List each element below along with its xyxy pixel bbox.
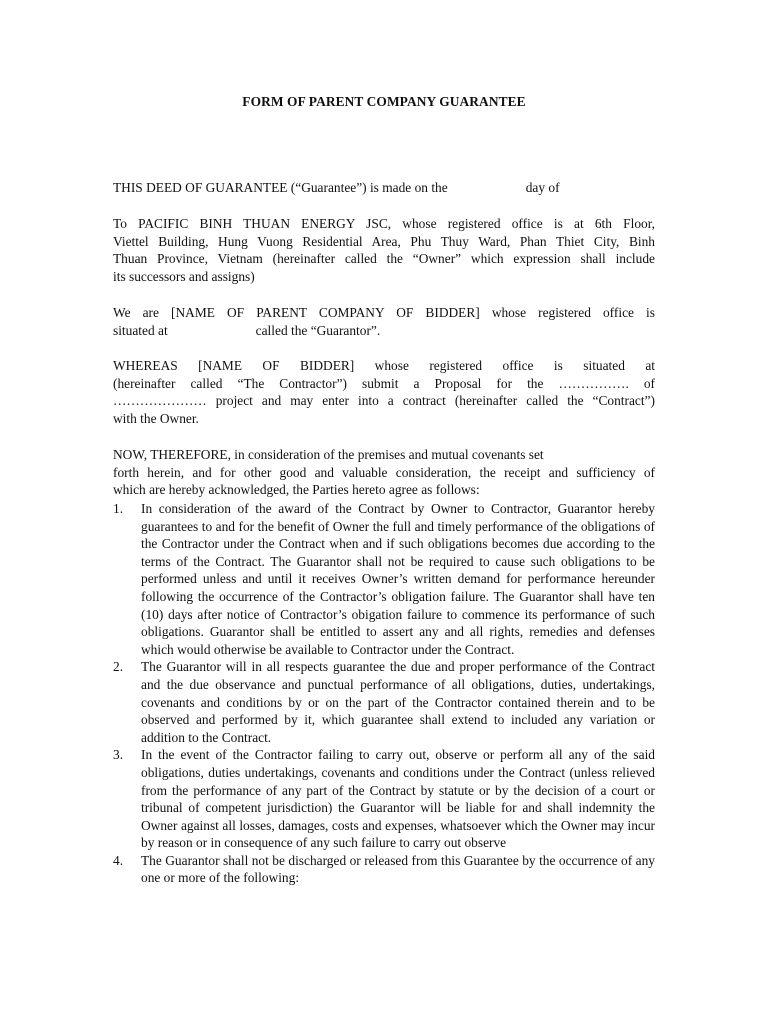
guarantor-line-1: We are [NAME OF PARENT COMPANY OF BIDDER] whose registered office is <box>113 305 655 320</box>
clause-number: 1. <box>113 501 124 516</box>
clause-item <box>113 852 655 887</box>
document-title: FORM OF PARENT COMPANY GUARANTEE <box>242 94 526 109</box>
clause-number: 4. <box>113 852 124 868</box>
owner-line-1: To PACIFIC BINH THUAN ENERGY JSC, whose registered office is at 6th Floor, <box>113 216 655 231</box>
now-line-2: forth herein, and for other good and valuable consideration, the receipt and sufficiency of <box>113 464 655 480</box>
clause-text: The Guarantor will in all respects guarantee the due and proper performance of the Contract and the due observance and punctual performance of all obligations, duties, undertakings, covenants and conditions by or on the part of the Contractor contained therein and to be observed and performed by it, which guarantee shall extend to included any variation or addition to the Contract. <box>141 659 655 745</box>
owner-paragraph <box>113 215 655 285</box>
clause-text: In consideration of the award of the Contract by Owner to Contractor, Guarantor hereby guarantees to and for the benefit of Owner the full and timely performance of the obligations of the Contractor under the Contract when and if such obligations becomes due according to the terms of the Contract. The Guarantor shall not be required to cause such obligations to be performed unless and until it receives Owner’s written demand for performance hereunder following the occurrence of the Contractor’s obligation failure. The Guarantor shall have ten (10) days after notice of Contractor’s obigation failure to commence its performance of such obligations. Guarantor shall be entitled to assert any and all rights, remedies and defenses which would otherwise be available to Contractor under the Contract. <box>141 501 655 657</box>
owner-line-2: Viettel Building, Hung Vuong Residential Area, Phu Thuy Ward, Phan Thiet City, Binh <box>113 233 655 249</box>
deed-text-start: THIS DEED OF GUARANTEE (“Guarantee”) is made on the <box>113 180 448 195</box>
clause-text: In the event of the Contractor failing to carry out, observe or perform all any of the said obligations, duties undertakings, covenants and conditions under the Contract (unless relieved from the performance of any part of the Contract by statute or by the decision of a court or tribunal of competent jurisdiction) the Guarantor will be liable for and shall indemnity the Owner against all losses, damages, costs and expenses, whatsoever which the Owner may incur by reason or in consequence of any such failure to carry out observe <box>141 747 655 851</box>
guarantor-line-2b: called the “Guarantor”. <box>255 322 381 338</box>
whereas-paragraph <box>113 357 655 427</box>
owner-line-4: its successors and assigns) <box>113 268 255 284</box>
now-line-3: which are hereby acknowledged, the Parties hereto agree as follows: <box>113 482 480 498</box>
clause-number: 2. <box>113 659 124 675</box>
clause-number: 3. <box>113 747 124 763</box>
now-therefore-paragraph <box>113 446 655 499</box>
whereas-line-4: with the Owner. <box>113 410 199 426</box>
clause-text: The Guarantor shall not be discharged or released from this Guarantee by the occurrence of any one or more of the following: <box>141 852 655 886</box>
clause-item <box>113 500 655 658</box>
clause-item <box>113 746 655 852</box>
guarantor-line-2a: situated at <box>113 322 168 338</box>
guarantor-paragraph <box>113 304 655 339</box>
now-line-1: NOW, THEREFORE, in consideration of the premises and mutual covenants set <box>113 447 544 462</box>
whereas-line-3: ………………… project and may enter into a contract (hereinafter called the “Contract”) <box>113 393 655 409</box>
whereas-line-2: (hereinafter called “The Contractor”) submit a Proposal for the ……………. of <box>113 375 655 391</box>
whereas-line-1: WHEREAS [NAME OF BIDDER] whose registered office is situated at <box>113 358 655 373</box>
owner-line-3: Thuan Province, Vietnam (hereinafter called the “Owner” which expression shall include <box>113 251 655 267</box>
numbered-clauses <box>113 500 655 887</box>
deed-paragraph <box>113 179 655 197</box>
clause-item <box>113 658 655 746</box>
deed-text-end: day of <box>525 180 560 195</box>
